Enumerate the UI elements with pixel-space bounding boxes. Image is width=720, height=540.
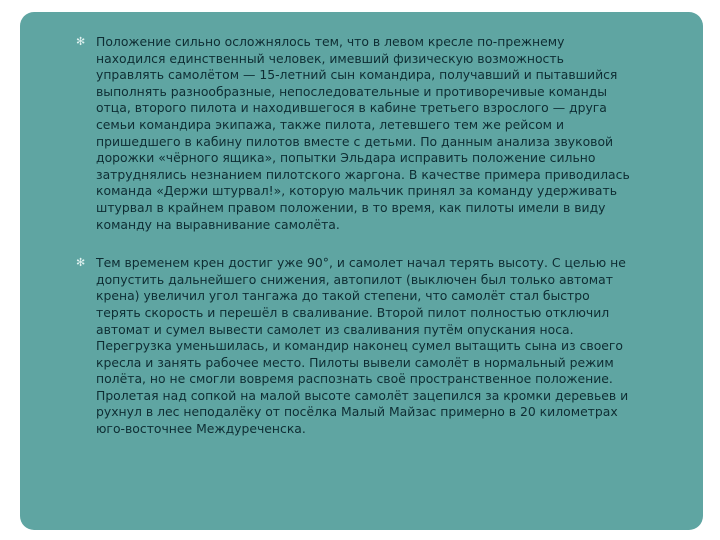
star-bullet-icon: ✻	[76, 256, 86, 270]
star-bullet-icon: ✻	[76, 35, 86, 48]
bullet-list	[76, 34, 632, 438]
bullet-item	[76, 34, 632, 233]
bullet-item	[76, 255, 632, 438]
bullet-text: Положение сильно осложнялось тем, что в левом кресле по-прежнему находился единственный человек, имевший физическую возможность управлять самолётом — 15-летний сын командира, получавший и пытавшийся выполнять разнообразные, непоследовательные и противоречивые команды отца, второго пилота и находившегося в кабине третьего взрослого — друга семьи командира экипажа, также пилота, летевшего тем же рейсом и пришедшего в кабину пилотов вместе с детьми. По данным анализа звуковой дорожки «чёрного ящика», попытки Эльдара исправить положение сильно затруднялись незнанием пилотского жаргона. В качестве примера приводилась команда «Держи штурвал!», которую мальчик принял за команду удерживать штурвал в крайнем правом положении, в то время, как пилоты имели в виду команду на выравнивание самолёта.	[96, 34, 630, 232]
bullet-text: Тем временем крен достиг уже 90°, и самолет начал терять высоту. С целью не допустить дальнейшего снижения, автопилот (выключен был только автомат крена) увеличил угол тангажа до такой степени, что самолёт стал быстро терять скорость и перешёл в сваливание. Второй пилот полностью отключил автомат и сумел вывести самолет из сваливания путём опускания носа. Перегрузка уменьшилась, и командир наконец сумел вытащить сына из своего кресла и занять рабочее место. Пилоты вывели самолёт в нормальный режим полёта, но не смогли вовремя распознать своё пространственное положение. Пролетая над сопкой на малой высоте самолёт зацепился за кромки деревьев и рухнул в лес неподалёку от посёлка Малый Майзас примерно в 20 километрах юго-восточнее Междуреченска.	[96, 255, 629, 437]
